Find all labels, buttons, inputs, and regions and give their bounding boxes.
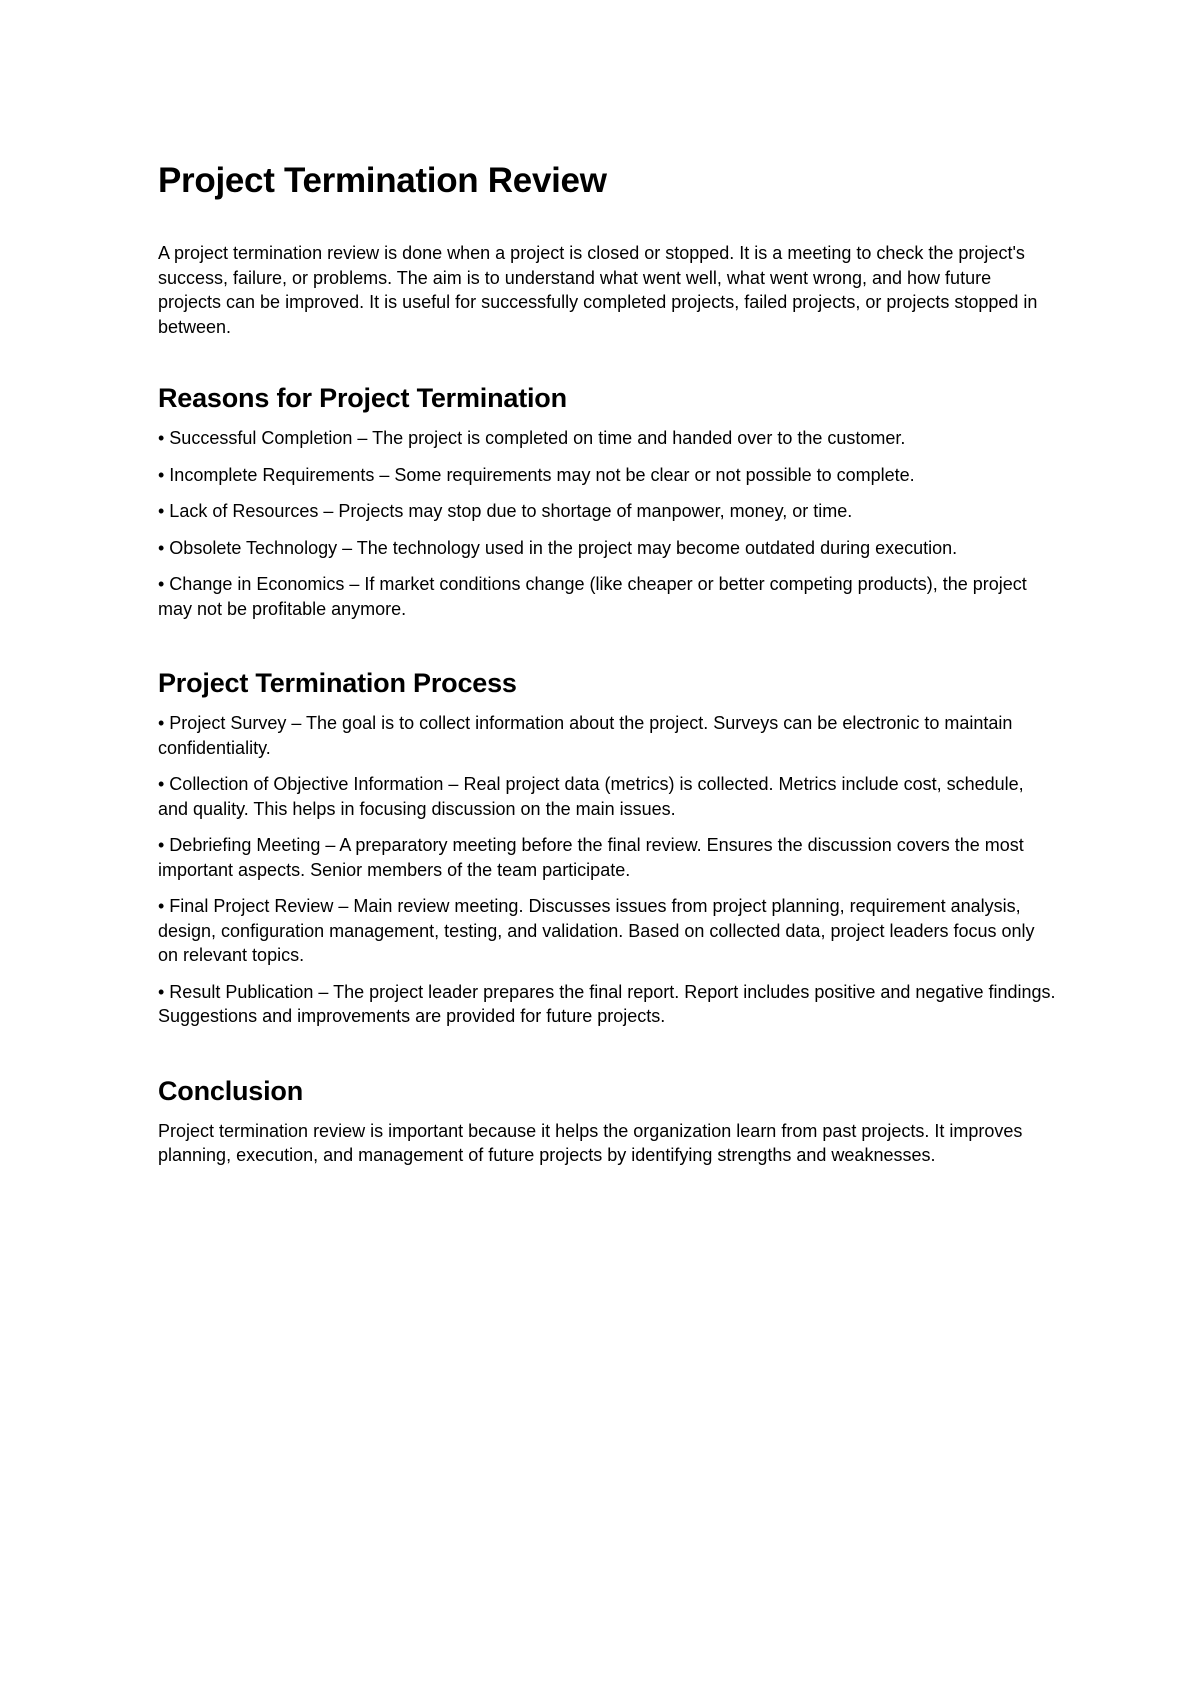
- process-item-final-project-review: • Final Project Review – Main review meeting. Discusses issues from project planning, requirement analysis, design, configuration management, testing, and validation. Based on collected data, project leaders focus only on relevant topics.: [158, 896, 1035, 965]
- process-item-result-publication: • Result Publication – The project leader prepares the final report. Report includes positive and negative findings. Suggestions and improvements are provided for future projects.: [158, 981, 1056, 1026]
- intro-paragraph: A project termination review is done when a project is closed or stopped. It is a meeting to check the project's success, failure, or problems. The aim is to understand what went well, what went wrong, and how future projects can be improved. It is useful for successfully completed projects, failed projects, or projects stopped in between.: [158, 243, 1038, 337]
- reason-item-lack-of-resources: • Lack of Resources – Projects may stop due to shortage of manpower, money, or time.: [158, 501, 853, 521]
- process-list: [158, 711, 1058, 1029]
- process-heading: Project Termination Process: [158, 668, 517, 698]
- process-item-debriefing-meeting: • Debriefing Meeting – A preparatory meeting before the final review. Ensures the discussion covers the most important aspects. Senior members of the team participate.: [158, 835, 1024, 880]
- process-item-project-survey: • Project Survey – The goal is to collect information about the project. Surveys can be electronic to maintain confidentiality.: [158, 713, 1013, 758]
- reasons-heading: Reasons for Project Termination: [158, 383, 567, 413]
- reason-item-obsolete-technology: • Obsolete Technology – The technology used in the project may become outdated during execution.: [158, 537, 958, 558]
- reason-item-change-in-economics: • Change in Economics – If market conditions change (like cheaper or better competing products), the project may not be profitable anymore.: [158, 574, 1027, 619]
- page-title: Project Termination Review: [158, 161, 607, 200]
- conclusion-paragraph: Project termination review is important because it helps the organization learn from past projects. It improves planning, execution, and management of future projects by identifying strengths and weaknesses.: [158, 1120, 1023, 1165]
- reason-item-successful-completion: • Successful Completion – The project is completed on time and handed over to the customer.: [158, 428, 906, 448]
- document-page: [158, 158, 1058, 1168]
- reason-item-incomplete-requirements: • Incomplete Requirements – Some requirements may not be clear or not possible to complete.: [158, 464, 915, 485]
- process-item-objective-information: • Collection of Objective Information – Real project data (metrics) is collected. Metrics include cost, schedule, and quality. This helps in focusing discussion on the main issues.: [158, 774, 1024, 819]
- reasons-list: [158, 426, 1058, 621]
- conclusion-heading: Conclusion: [158, 1075, 303, 1106]
